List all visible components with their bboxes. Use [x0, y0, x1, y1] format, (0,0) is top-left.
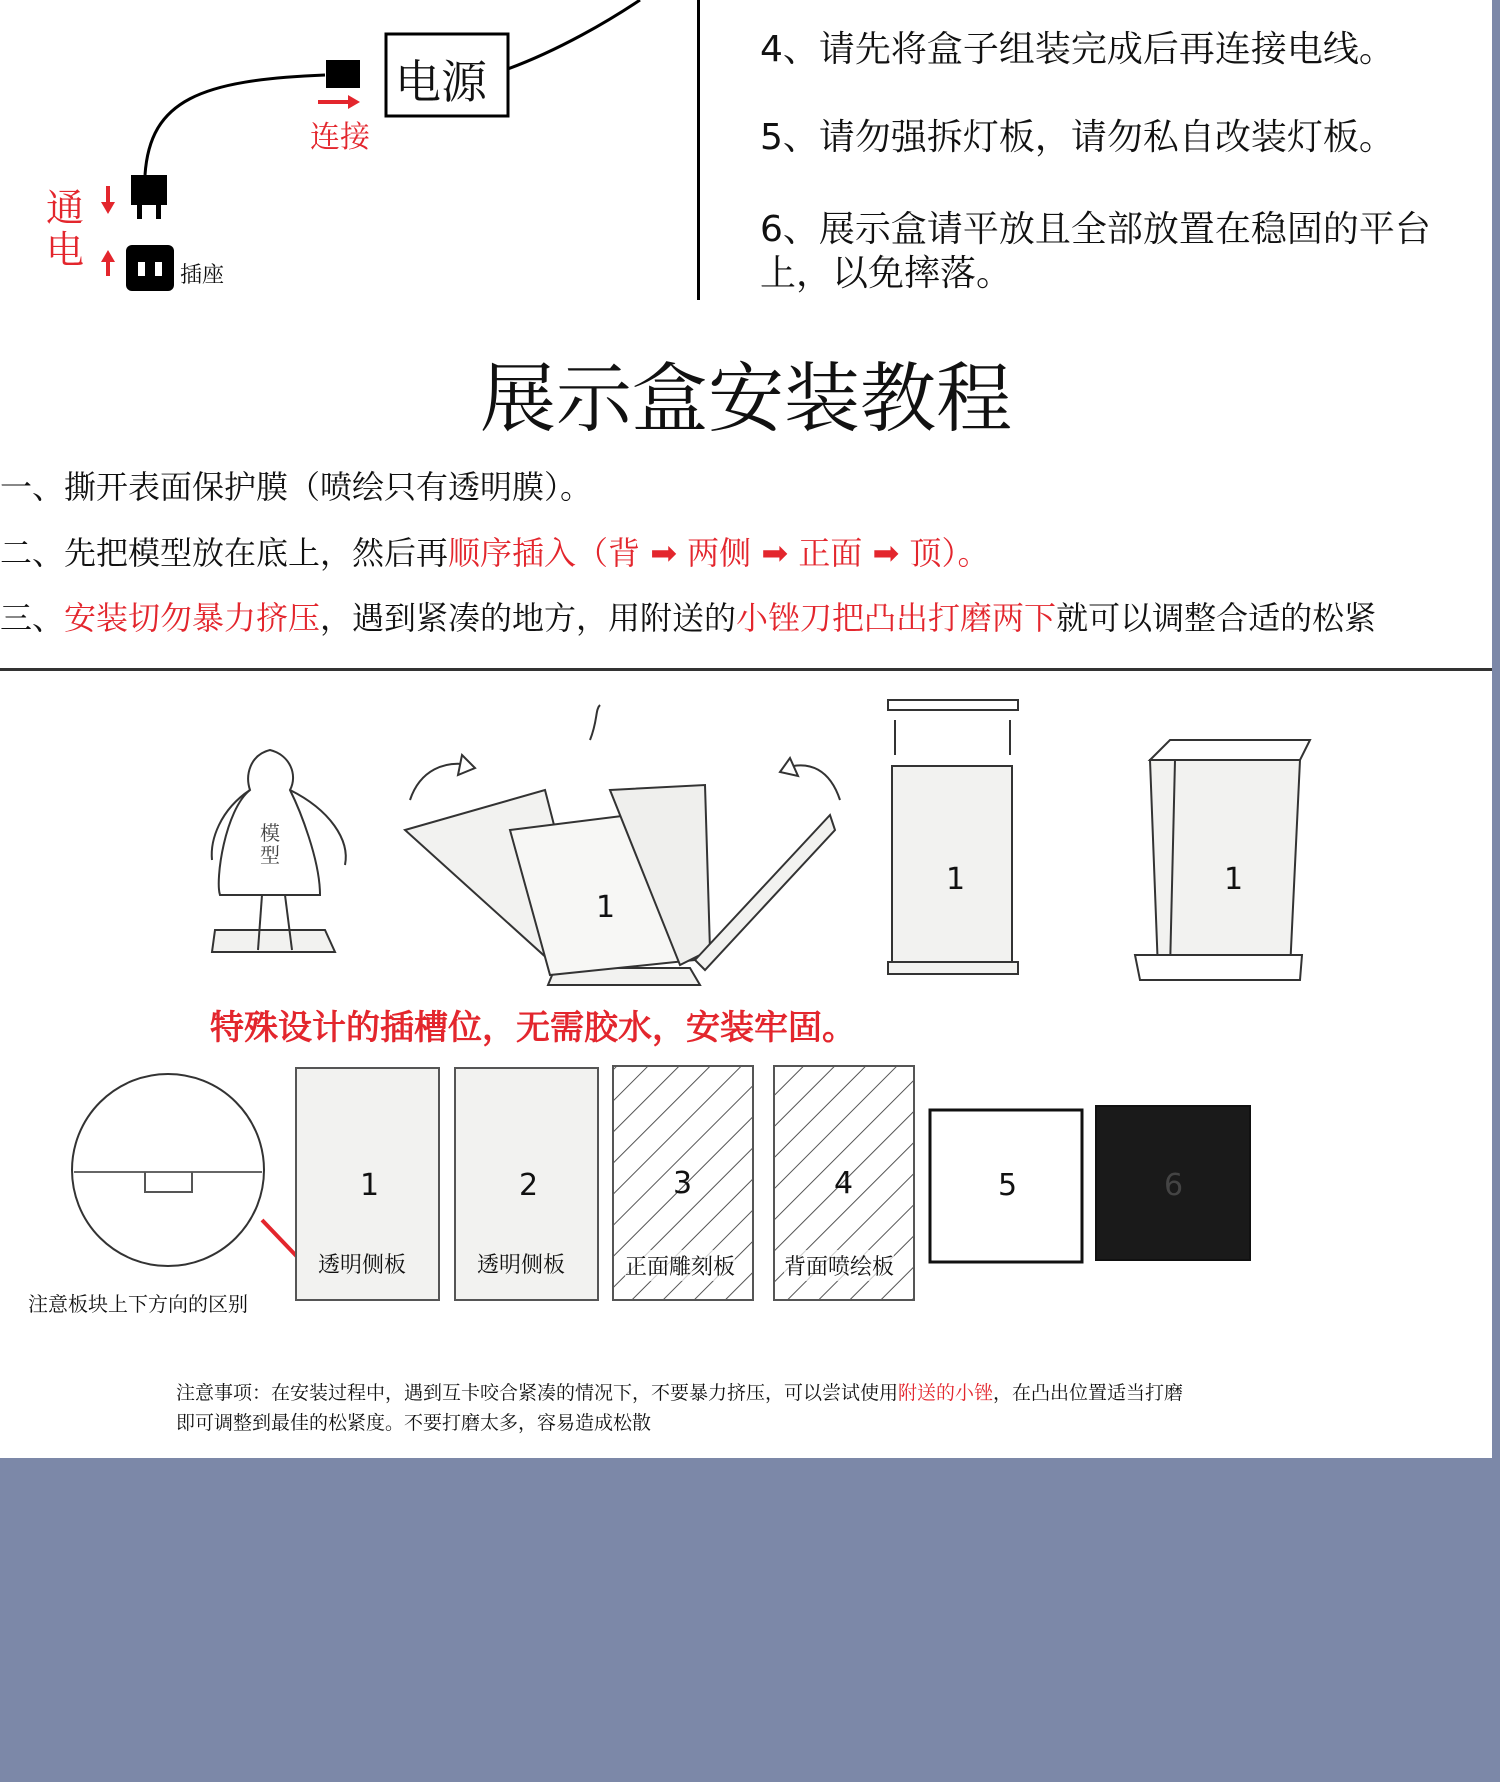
- panel-4-num: 4: [834, 1166, 854, 1201]
- illus-panel-num-c: 1: [1224, 862, 1244, 897]
- model-label: 模型: [260, 821, 280, 867]
- note-6: 6、展示盒请平放且全部放置在稳固的平台上，以免摔落。: [760, 209, 1431, 294]
- feature-caption: 特殊设计的插槽位，无需胶水，安装牢固。: [210, 1008, 856, 1048]
- slot-detail-circle: [72, 1074, 264, 1266]
- vertical-divider: [697, 0, 700, 300]
- panel-1-num: 1: [360, 1168, 380, 1203]
- step-2-text: 二、先把模型放在底上，然后再: [0, 534, 449, 572]
- panel-6-num: 6: [1164, 1168, 1184, 1203]
- assembly-illustration: [0, 680, 1492, 1010]
- insert-arrow-icon: [590, 705, 600, 740]
- footer-text-c: ，在凸出位置适当打磨: [993, 1382, 1184, 1404]
- step-2: [0, 528, 990, 574]
- panel-2-num: 2: [519, 1168, 539, 1203]
- illus-panel-num-a: 1: [596, 890, 616, 925]
- step-3-prefix: 三、: [0, 599, 65, 637]
- energize-label-2: 电: [46, 228, 85, 272]
- illus-panel-num-b: 1: [946, 862, 966, 897]
- step-3-text: ，遇到紧凑的地方，用附送的: [320, 599, 737, 637]
- footer-file-highlight: 附送的小锉: [898, 1382, 994, 1404]
- connect-arrow-icon: [348, 95, 360, 109]
- footer-text-a: 注意事项：在安装过程中，遇到互卡咬合紧凑的情况下，不要暴力挤压，可以尝试使用: [176, 1382, 899, 1404]
- footer-note-line-1: [176, 1378, 1183, 1405]
- socket-label: 插座: [180, 263, 225, 288]
- socket-icon: [126, 245, 174, 291]
- step-2-order: 顺序插入（背 ➡ 两侧 ➡ 正面 ➡ 顶）。: [448, 534, 990, 572]
- down-arrow-icon: [101, 202, 115, 214]
- panel-3-num: 3: [673, 1166, 693, 1201]
- panel-5-num: 5: [998, 1168, 1018, 1203]
- panel-4-label: 背面喷绘板: [784, 1250, 894, 1281]
- energize-label-1: 通: [46, 186, 85, 230]
- step-3-file-tip: 小锉刀把凸出打磨两下: [736, 599, 1057, 637]
- direction-note: 注意板块上下方向的区别: [28, 1292, 248, 1316]
- panel-diagram: [0, 1060, 1492, 1320]
- panel-1-label: 透明侧板: [318, 1253, 407, 1278]
- panel-3-label: 正面雕刻板: [625, 1250, 735, 1281]
- top-lid: [888, 700, 1018, 710]
- footer-note-line-2: 即可调整到最佳的松紧度。不要打磨太多，容易造成松散: [176, 1412, 652, 1434]
- step-1: 一、撕开表面保护膜（喷绘只有透明膜）。: [0, 468, 593, 506]
- section-divider: [0, 668, 1492, 671]
- note-4: 4、请先将盒子组装完成后再连接电线。: [760, 29, 1395, 70]
- model-base: [212, 930, 335, 952]
- step-3-warning: 安装切勿暴力挤压: [64, 599, 321, 637]
- right-side-panel: [695, 815, 835, 970]
- panel-2-label: 透明侧板: [477, 1253, 566, 1278]
- up-arrow-icon: [101, 250, 115, 262]
- plug-icon: [131, 175, 167, 205]
- adapter-plug-icon: [326, 60, 360, 88]
- step-3: [0, 593, 1376, 639]
- page-title: 展示盒安装教程: [480, 354, 1012, 443]
- power-label: 电源: [395, 55, 487, 109]
- connect-label: 连接: [310, 120, 370, 155]
- step-3-tail: 就可以调整合适的松紧: [1056, 599, 1377, 637]
- note-5: 5、请勿强拆灯板，请勿私自改装灯板。: [760, 117, 1395, 158]
